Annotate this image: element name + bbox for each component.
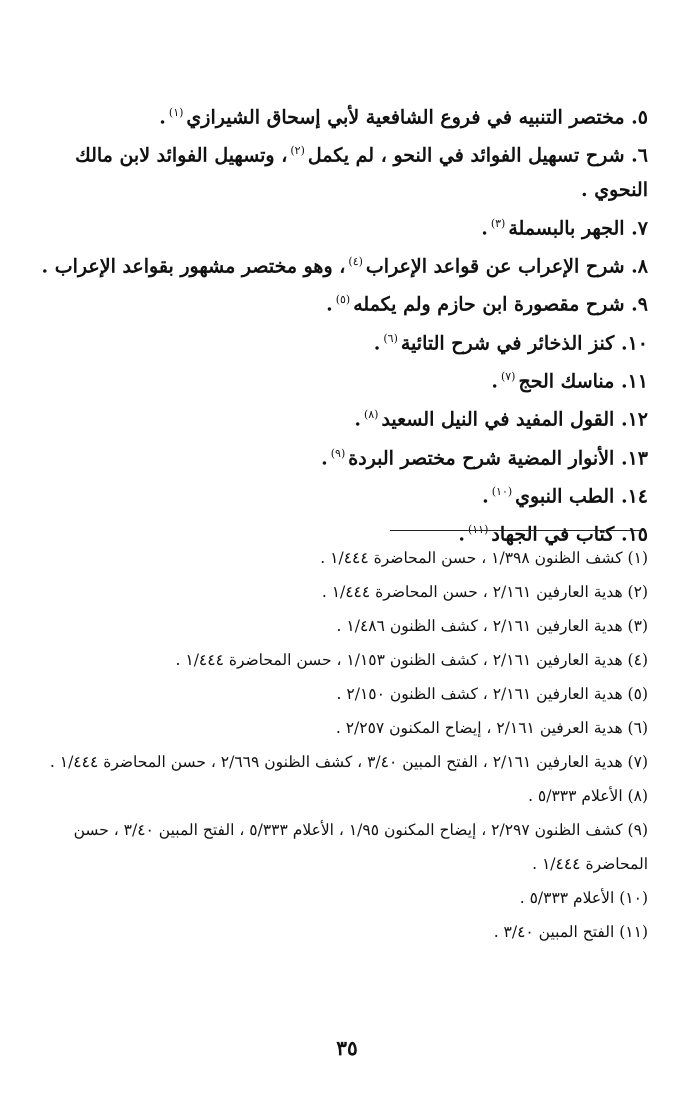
footnote-divider [390,530,646,531]
footnote: (١) كشف الظنون ١/٣٩٨ ، حسن المحاضرة ١/٤٤٤ . [320,549,648,567]
item-tail: . [354,408,361,431]
item-tail: ، وهو مختصر مشهور بقواعد الإعراب . [41,255,346,278]
footnote: (٤) هدية العارفين ٢/١٦١ ، كشف الظنون ١/١٥٣ ، حسن المحاضرة ١/٤٤٤ . [175,651,648,669]
footnote: (٦) هدية العرفين ٢/١٦١ ، إيضاح المكنون ٢/٢٥٧ . [335,719,648,737]
footnote: (٧) هدية العارفين ٢/١٦١ ، الفتح المبين ٣/٤٠ ، كشف الظنون ٢/٦٦٩ ، حسن المحاضرة ١/٤٤٤ . [49,753,648,771]
list-item [40,207,648,245]
list-item [40,475,648,513]
item-tail: . [491,370,498,393]
list-item [40,322,648,360]
item-title: شرح مقصورة ابن حازم ولم يكمله [353,293,625,316]
item-title: الطب النبوي [515,485,615,508]
footnote-ref: (٧) [500,369,516,383]
item-title: مناسك الحج [518,370,615,393]
item-tail: . [326,293,333,316]
list-item [40,283,648,321]
footnote: (٩) كشف الظنون ٢/٢٩٧ ، إيضاح المكنون ١/٩٥ ، الأعلام ٥/٣٣٣ ، الفتح المبين ٣/٤٠ ، حسن المحاضرة ١/٤٤٤ . [73,821,648,873]
footnote-ref: (٢) [290,144,305,158]
list-item [40,134,648,206]
item-tail: . [481,216,488,239]
item-number: ١٢. [620,408,648,431]
item-title: الأنوار المضية شرح مختصر البردة [348,446,615,469]
item-number: ٦. [631,144,648,167]
list-item [40,360,648,398]
footnote: (١٠) الأعلام ٥/٣٣٣ . [519,889,648,907]
footnote-ref: (٥) [335,293,351,307]
item-tail: ، وتسهيل الفوائد لابن مالك النحوي . [75,144,648,201]
item-tail: . [458,523,465,546]
item-number: ١٣. [620,446,648,469]
item-number: ١٤. [620,485,648,508]
item-title: الجهر بالبسملة [508,216,625,239]
footnote-ref: (٣) [490,216,506,230]
item-tail: . [321,446,328,469]
list-item [40,96,648,134]
works-list [40,96,648,552]
item-number: ١١. [620,370,648,393]
page-number: ٣٥ [336,1036,358,1060]
item-number: ١٥. [620,523,648,546]
footnote-ref: (٨) [363,408,379,422]
item-number: ٥. [631,106,648,129]
footnote-ref: (٤) [348,254,363,268]
item-title: مختصر التنبيه في فروع الشافعية لأبي إسحاق الشيرازي [186,106,625,129]
footnote: (٣) هدية العارفين ٢/١٦١ ، كشف الظنون ١/٤٨٦ . [336,617,648,635]
list-item [40,437,648,475]
item-number: ١٠. [620,331,648,354]
footnote-ref: (١) [168,106,184,119]
item-title: شرح الإعراب عن قواعد الإعراب [365,255,625,278]
item-number: ٨. [631,255,648,278]
item-title: شرح تسهيل الفوائد في النحو ، لم يكمل [307,144,625,167]
item-tail: . [159,106,166,129]
footnote-ref: (٦) [383,331,398,345]
item-title: كنز الذخائر في شرح التائية [400,331,615,354]
item-title: كتاب في الجهاد [491,523,615,546]
footnote-ref: (١١) [467,523,489,537]
footnote-ref: (١٠) [491,484,513,498]
item-tail: . [482,485,489,508]
item-number: ٩. [631,293,648,316]
footnote: (٨) الأعلام ٥/٣٣٣ . [528,787,648,805]
footnote-ref: (٩) [330,446,346,460]
footnote: (١١) الفتح المبين ٣/٤٠ . [493,923,648,941]
footnote: (٢) هدية العارفين ٢/١٦١ ، حسن المحاضرة ١/٤٤٤ . [321,583,648,601]
item-tail: . [373,331,381,354]
item-title: القول المفيد في النيل السعيد [381,408,615,431]
footnotes-list [40,541,648,949]
footnote: (٥) هدية العارفين ٢/١٦١ ، كشف الظنون ٢/١٥٠ . [336,685,648,703]
item-number: ٧. [631,216,648,239]
list-item [40,245,648,283]
list-item [40,398,648,436]
